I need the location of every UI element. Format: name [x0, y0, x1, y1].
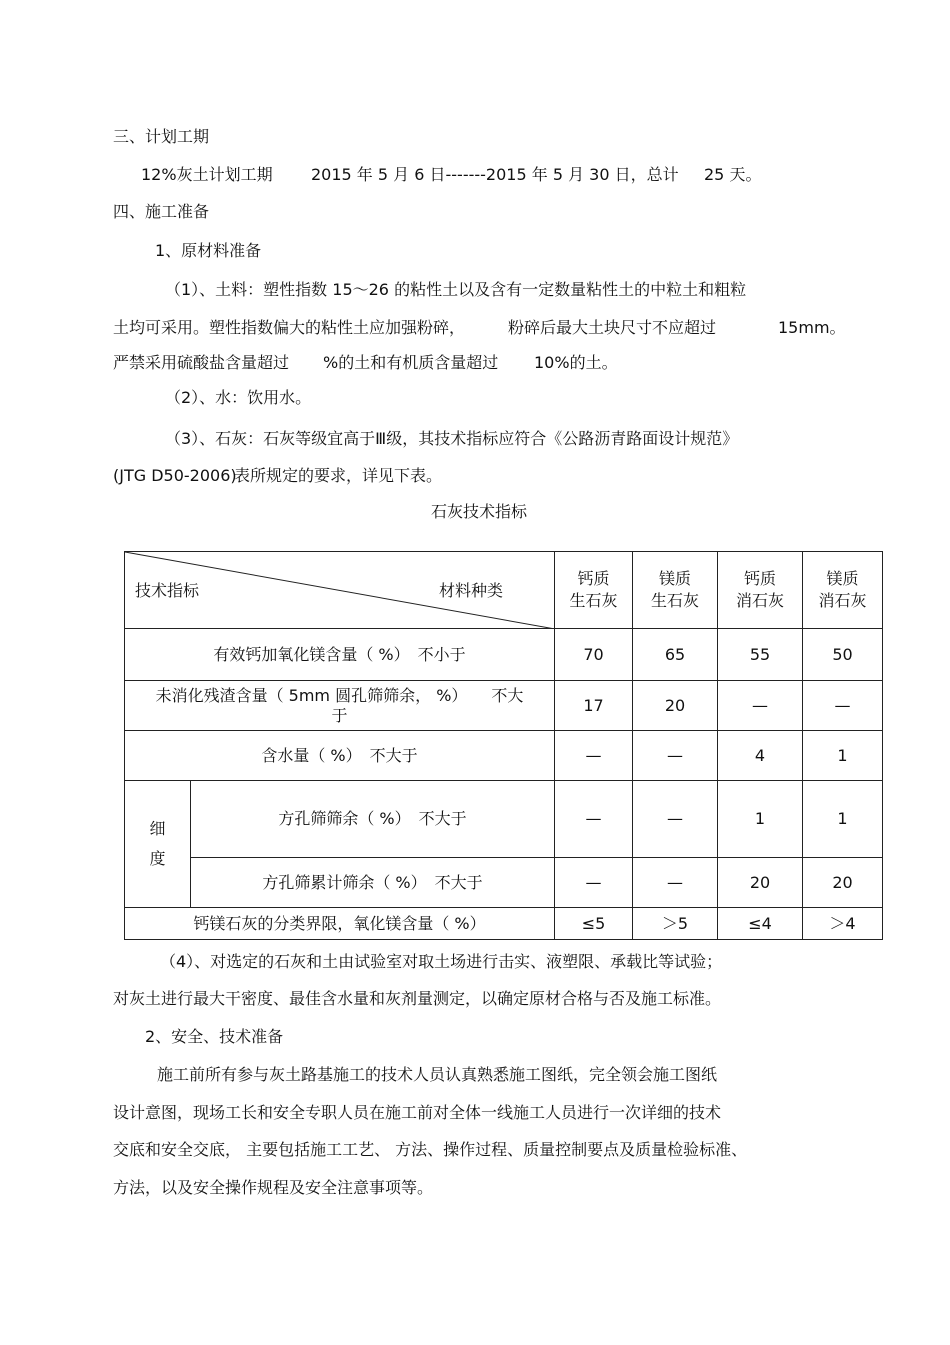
para-line4: 方法，以及安全操作规程及安全注意事项等。 — [113, 1178, 434, 1197]
table-cell: 70 — [555, 629, 633, 681]
table-title: 石灰技术指标 — [431, 502, 528, 521]
table-cell: 65 — [633, 629, 718, 681]
table-cell: — — [555, 781, 633, 858]
table-row — [125, 908, 883, 940]
item1-line2b: 粉碎后最大土块尺寸不应超过 — [508, 318, 717, 337]
table-cell: 50 — [803, 629, 883, 681]
subsection-2-heading: 2、安全、技术准备 — [145, 1027, 284, 1046]
table-cell: — — [718, 681, 803, 731]
table-cell: — — [633, 731, 718, 781]
item3-line2a: (JTG D50-2006) — [113, 466, 237, 485]
header-indicator-label: 技术指标 — [135, 581, 200, 600]
table-cell: 17 — [555, 681, 633, 731]
header-diagonal-cell — [125, 552, 555, 629]
section-3-heading: 三、计划工期 — [113, 127, 210, 146]
table-row — [125, 681, 883, 731]
item3-line1: （3）、石灰：石灰等级宜高于Ⅲ级，其技术指标应符合《公路沥青路面设计规范》 — [165, 429, 739, 448]
table-cell: 4 — [718, 731, 803, 781]
table-row — [125, 858, 883, 908]
table-cell: 20 — [633, 681, 718, 731]
table-cell: 1 — [803, 731, 883, 781]
para-line1: 施工前所有参与灰土路基施工的技术人员认真熟悉施工图纸，完全领会施工图纸 — [157, 1065, 718, 1084]
item4-line1: （4）、对选定的石灰和土由试验室对取土场进行击实、液塑限、承载比等试验； — [160, 952, 723, 971]
lime-spec-table — [124, 551, 883, 940]
row-label: 未消化残渣含量（ 5mm 圆孔筛筛余， %） 不大 于 — [125, 681, 555, 731]
header-material-label: 材料种类 — [439, 581, 504, 600]
row-label: 方孔筛筛余（ %） 不大于 — [191, 781, 555, 858]
item1-line2a: 土均可采用。塑性指数偏大的粘性土应加强粉碎， — [113, 318, 466, 337]
table-cell: — — [555, 858, 633, 908]
row-label: 方孔筛累计筛余（ %） 不大于 — [191, 858, 555, 908]
table-header-row — [125, 552, 883, 629]
item1-line3b: %的土和有机质含量超过 — [323, 353, 499, 372]
table-cell: ≤5 — [555, 908, 633, 940]
schedule-total: 25 天。 — [704, 165, 762, 184]
fineness-label: 细 度 — [125, 781, 191, 908]
table-cell: — — [633, 858, 718, 908]
header-col-1: 钙质 生石灰 — [555, 552, 633, 629]
header-col-4: 镁质 消石灰 — [803, 552, 883, 629]
item1-line2c: 15mm。 — [778, 318, 846, 337]
table-cell: ＞5 — [633, 908, 718, 940]
item3-line2b: 表所规定的要求，详见下表。 — [234, 466, 443, 485]
para-line2: 设计意图，现场工长和安全专职人员在施工前对全体一线施工人员进行一次详细的技术 — [113, 1103, 722, 1122]
schedule-label: 12%灰土计划工期 — [141, 165, 273, 184]
subsection-1-heading: 1、原材料准备 — [155, 241, 262, 260]
table-cell: ≤4 — [718, 908, 803, 940]
item2: （2）、水：饮用水。 — [165, 388, 312, 407]
schedule-range: 2015 年 5 月 6 日-------2015 年 5 月 30 日，总计 — [311, 165, 679, 184]
table-cell: 20 — [718, 858, 803, 908]
section-4-heading: 四、施工准备 — [113, 202, 210, 221]
item4-line2: 对灰土进行最大干密度、最佳含水量和灰剂量测定，以确定原材合格与否及施工标准。 — [113, 989, 722, 1008]
table-cell: 1 — [718, 781, 803, 858]
header-col-2: 镁质 生石灰 — [633, 552, 718, 629]
header-col-3: 钙质 消石灰 — [718, 552, 803, 629]
table-cell: ＞4 — [803, 908, 883, 940]
table-row — [125, 781, 883, 858]
table-row — [125, 731, 883, 781]
table-cell: 1 — [803, 781, 883, 858]
table-cell: — — [633, 781, 718, 858]
table-cell: 55 — [718, 629, 803, 681]
row-label: 钙镁石灰的分类界限，氧化镁含量（ %） — [125, 908, 555, 940]
item1-line3c: 10%的土。 — [534, 353, 618, 372]
para-line3: 交底和安全交底， 主要包括施工工艺、 方法、操作过程、质量控制要点及质量检验标准、 — [113, 1140, 748, 1159]
table-cell: 20 — [803, 858, 883, 908]
table-row — [125, 629, 883, 681]
table-cell: — — [803, 681, 883, 731]
item1-line1: （1）、土料：塑性指数 15～26 的粘性土以及含有一定数量粘性土的中粒土和粗粒 — [165, 280, 747, 299]
row-label: 含水量（ %） 不大于 — [125, 731, 555, 781]
row-label: 有效钙加氧化镁含量（ %） 不小于 — [125, 629, 555, 681]
item1-line3a: 严禁采用硫酸盐含量超过 — [113, 353, 290, 372]
table-cell: — — [555, 731, 633, 781]
